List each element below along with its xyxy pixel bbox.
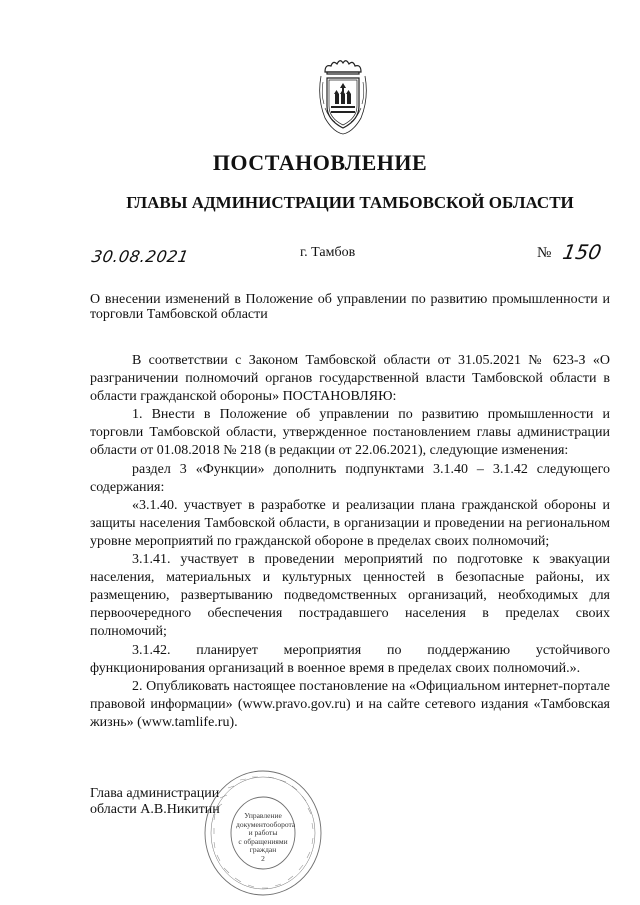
number-sign: № xyxy=(537,245,552,261)
stamp-line: документооборота xyxy=(236,819,296,829)
city: г. Тамбов xyxy=(300,245,356,260)
document-subject: О внесении изменений в Положение об управлении по развитию промышленности и торговли Тамбовской области xyxy=(90,292,610,322)
stamp-center-text xyxy=(236,811,296,864)
document-subtitle: ГЛАВЫ АДМИНИСТРАЦИИ ТАМБОВСКОЙ ОБЛАСТИ xyxy=(126,193,574,212)
signature-block xyxy=(90,786,220,818)
paragraph-section-3: раздел 3 «Функции» дополнить подпунктами 3.1.40 – 3.1.42 следующего содержания: xyxy=(90,461,610,495)
signature-line-1: Глава администрации xyxy=(90,786,220,801)
document-title: ПОСТАНОВЛЕНИЕ xyxy=(212,150,428,175)
handwritten-number: 150 xyxy=(560,240,604,264)
paragraph-preamble: В соответствии с Законом Тамбовской области от 31.05.2021 № 623-З «О разграничении полномочий органов государственной власти Тамбовской области в области гражданской обороны» ПОСТАНОВЛЯЮ: xyxy=(90,353,610,405)
paragraph-3-1-41: 3.1.41. участвует в проведении мероприятий по подготовке к эвакуации населения, материальных и культурных ценностей в безопасные районы, их размещению, развертыванию подведомственных организаций, необходимых для первоочередного обеспечения пострадавшего населения в пределах своих полномочий; xyxy=(90,552,610,640)
stamp-line: граждан xyxy=(249,845,277,855)
paragraph-item-1: 1. Внести в Положение об управлении по развитию промышленности и торговли Тамбовской области, утвержденное постановлением главы администрации области от 01.08.2018 № 218 (в редакции от 22.06.2021), следующие изменения: xyxy=(90,407,610,459)
paragraph-3-1-42: 3.1.42. планирует мероприятия по поддержанию устойчивого функционирования организаций в военное время в пределах своих полномочий.». xyxy=(90,642,610,676)
stamp-line: 2 xyxy=(261,853,265,863)
stamp-line: Управление xyxy=(244,811,282,820)
document-body xyxy=(90,352,610,732)
paragraph-3-1-40: «3.1.40. участвует в разработке и реализации плана гражданской обороны и защиты населения Тамбовской области, в организации и проведении на региональном уровне мероприятий по гражданской обороне в пределах своих полномочий; xyxy=(90,497,610,549)
paragraph-item-2: 2. Опубликовать настоящее постановление на «Официальном интернет-портале правовой информации» (www.pravo.gov.ru) и на сайте сетевого издания «Тамбовская жизнь» (www.tamlife.ru). xyxy=(90,678,610,730)
handwritten-date: 30.08.2021 xyxy=(90,247,191,266)
tambov-coat-of-arms-emblem xyxy=(315,58,371,136)
stamp-line: с обращениями xyxy=(238,836,288,846)
stamp-line: и работы xyxy=(248,828,278,838)
signature-line-2: области А.В.Никитин xyxy=(90,802,220,817)
